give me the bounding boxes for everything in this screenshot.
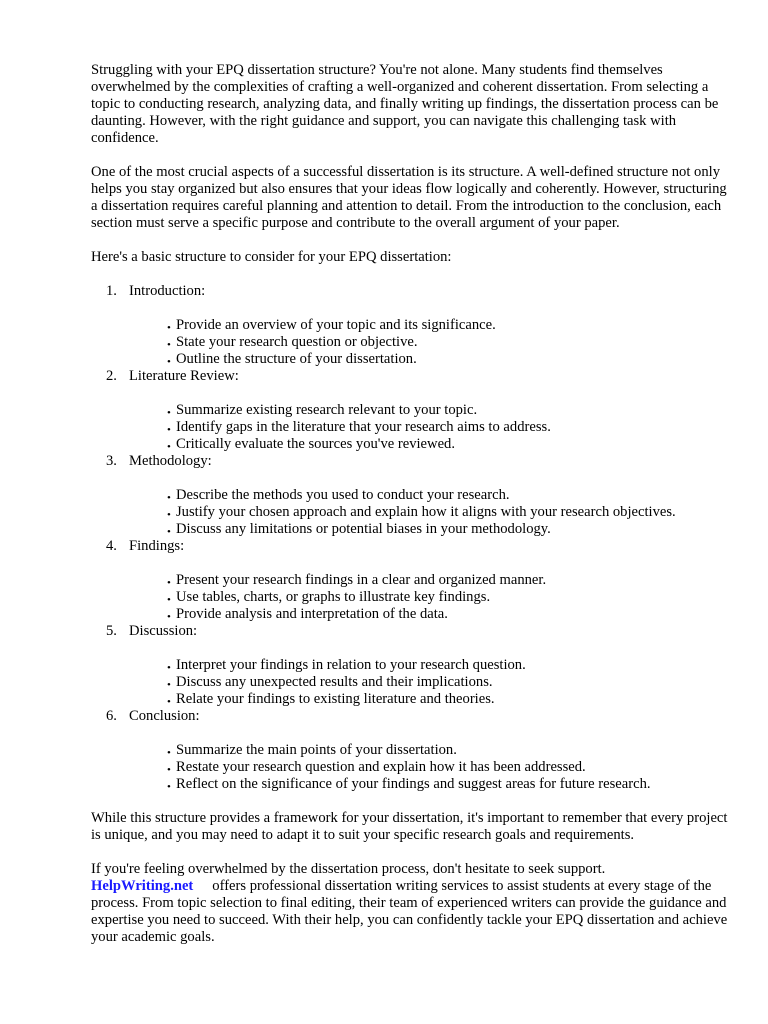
section-item-discussion [91,623,731,708]
section-title: Literature Review: [129,368,239,384]
point-text: State your research question or objective. [176,334,418,350]
list-item [167,691,731,708]
point-text: Restate your research question and explain how it has been addressed. [176,759,586,775]
point-text: Identify gaps in the literature that your research aims to address. [176,419,551,435]
section-title: Methodology: [129,453,212,469]
bullet-icon: • [167,509,171,521]
section-points [129,742,731,793]
bullet-icon: • [167,339,171,351]
structure-list [91,283,731,793]
list-item [167,657,731,674]
support-lead-text: If you're feeling overwhelmed by the dissertation process, don't hesitate to seek support. [91,861,606,877]
bullet-icon: • [167,764,171,776]
section-title: Findings: [129,538,185,554]
section-number: 3. [106,453,117,469]
list-item [167,351,731,368]
section-item-conclusion [91,708,731,793]
structure-paragraph: One of the most crucial aspects of a successful dissertation is its structure. A well-defined structure not only helps you stay organized but also ensures that your ideas flow logically and coherently. However, structuring a dissertation requires careful planning and attention to detail. From the introduction to the conclusion, each section must serve a specific purpose and contribute to the overall argument of your paper. [91,164,727,231]
point-text: Discuss any limitations or potential biases in your methodology. [176,521,551,537]
bullet-icon: • [167,577,171,589]
point-text: Describe the methods you used to conduct your research. [176,487,510,503]
list-item [167,317,731,334]
list-item [167,674,731,691]
support-rest-text: offers professional dissertation writing services to assist students at every stage of the process. From topic selection to final editing, their team of experienced writers can provide the guidance and expertise you need to succeed. With their help, you can confidently tackle your EPQ dissertation and achieve your academic goals. [91,878,728,945]
section-number: 6. [106,708,117,724]
list-item [167,742,731,759]
point-text: Critically evaluate the sources you've reviewed. [176,436,455,452]
list-item [167,402,731,419]
support-paragraph [91,861,731,946]
bullet-icon: • [167,441,171,453]
section-item-introduction [91,283,731,368]
point-text: Present your research findings in a clear and organized manner. [176,572,547,588]
section-points [129,657,731,708]
list-item [167,521,731,538]
bullet-icon: • [167,696,171,708]
bullet-icon: • [167,322,171,334]
section-item-methodology [91,453,731,538]
point-text: Relate your findings to existing literature and theories. [176,691,495,707]
helpwriting-link[interactable]: HelpWriting.net [91,878,194,894]
point-text: Outline the structure of your dissertation. [176,351,417,367]
section-number: 5. [106,623,117,639]
list-item [167,589,731,606]
list-item [167,572,731,589]
list-item [167,504,731,521]
document-page [91,62,731,963]
bullet-icon: • [167,424,171,436]
point-text: Use tables, charts, or graphs to illustrate key findings. [176,589,491,605]
bullet-icon: • [167,781,171,793]
section-points [129,317,731,368]
bullet-icon: • [167,679,171,691]
point-text: Justify your chosen approach and explain how it aligns with your research objectives. [176,504,676,520]
section-number: 1. [106,283,117,299]
section-title: Conclusion: [129,708,200,724]
list-item [167,436,731,453]
list-item [167,759,731,776]
point-text: Reflect on the significance of your findings and suggest areas for future research. [176,776,651,792]
bullet-icon: • [167,662,171,674]
point-text: Provide analysis and interpretation of the data. [176,606,448,622]
section-number: 2. [106,368,117,384]
point-text: Summarize existing research relevant to your topic. [176,402,478,418]
bullet-icon: • [167,356,171,368]
bullet-icon: • [167,407,171,419]
list-item [167,334,731,351]
section-title: Introduction: [129,283,206,299]
section-item-findings [91,538,731,623]
point-text: Provide an overview of your topic and its significance. [176,317,496,333]
bullet-icon: • [167,492,171,504]
framework-paragraph: While this structure provides a framework for your dissertation, it's important to remember that every project is unique, and you may need to adapt it to suit your specific research goals and requirements. [91,810,728,843]
bullet-icon: • [167,594,171,606]
basic-structure-lead: Here's a basic structure to consider for your EPQ dissertation: [91,249,452,265]
list-item [167,606,731,623]
list-item [167,487,731,504]
section-points [129,487,731,538]
list-item [167,419,731,436]
section-number: 4. [106,538,117,554]
bullet-icon: • [167,747,171,759]
section-points [129,402,731,453]
point-text: Interpret your findings in relation to your research question. [176,657,526,673]
bullet-icon: • [167,526,171,538]
bullet-icon: • [167,611,171,623]
intro-paragraph: Struggling with your EPQ dissertation structure? You're not alone. Many students find themselves overwhelmed by the complexities of crafting a well-organized and coherent dissertation. From selecting a topic to conducting research, analyzing data, and finally writing up findings, the dissertation process can be daunting. However, with the right guidance and support, you can navigate this challenging task with confidence. [91,62,719,146]
section-title: Discussion: [129,623,198,639]
section-points [129,572,731,623]
point-text: Summarize the main points of your dissertation. [176,742,457,758]
list-item [167,776,731,793]
point-text: Discuss any unexpected results and their implications. [176,674,493,690]
section-item-literature-review [91,368,731,453]
